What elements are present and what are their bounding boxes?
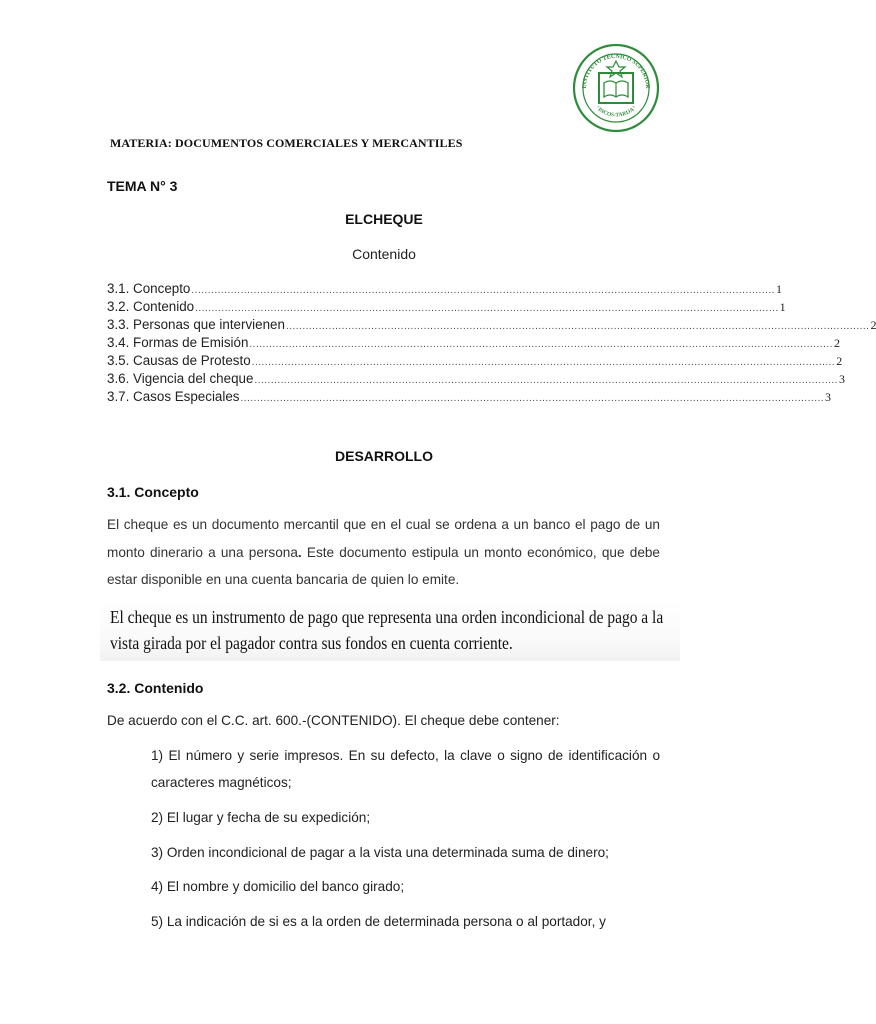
- list-item: 3) Orden incondicional de pagar a la vista una determinada suma de dinero;: [151, 845, 609, 860]
- toc-entry-label: 3.4. Formas de Emisión: [107, 335, 249, 350]
- logo-ring-bottom-text: "INCOS-TARIJA": [594, 104, 638, 119]
- development-heading: DESARROLLO: [335, 448, 433, 464]
- toc-entry-page: 1: [779, 300, 786, 314]
- toc-entry[interactable]: 3.5. Causas de Protesto .................................................................................................................................................................................. 2: [107, 353, 843, 368]
- toc-entry-page: 2: [833, 336, 840, 350]
- toc-entry[interactable]: 3.2. Contenido .................................................................................................................................................................................. 1: [107, 299, 786, 314]
- concept-paragraph: El cheque es un documento mercantil que en el cual se ordena a un banco el pago de un monto dinerario a una persona. Este documento estipula un monto económico, que debe estar disponible en una cuenta bancaria de quien lo emite.: [107, 517, 660, 587]
- content-intro: De acuerdo con el C.C. art. 600.-(CONTENIDO). El cheque debe contener:: [107, 713, 560, 728]
- document-title: ELCHEQUE: [345, 211, 423, 227]
- list-item: 2) El lugar y fecha de su expedición;: [151, 810, 371, 825]
- section-content-heading: 3.2. Contenido: [107, 680, 204, 696]
- toc-entry[interactable]: 3.1. Concepto .................................................................................................................................................................................. 1: [107, 281, 782, 296]
- toc-entry[interactable]: 3.4. Formas de Emisión .................................................................................................................................................................................. 2: [107, 335, 840, 350]
- toc-entry-page: 1: [775, 282, 782, 296]
- toc-entry-label: 3.2. Contenido: [107, 299, 195, 314]
- definition-quote-image: [100, 601, 680, 661]
- institute-logo: [572, 43, 660, 133]
- toc-entry-page: 3: [825, 390, 832, 404]
- toc-entry-page: 3: [838, 372, 845, 386]
- topic-number: TEMA N° 3: [107, 178, 178, 194]
- toc-entry-page: 2: [870, 318, 876, 332]
- section-concept-heading: 3.1. Concepto: [107, 484, 199, 500]
- list-item: 4) El nombre y domicilio del banco girado;: [151, 879, 405, 894]
- toc-entry[interactable]: 3.7. Casos Especiales .................................................................................................................................................................................. 3: [107, 389, 832, 404]
- toc-entry-label: 3.7. Casos Especiales: [107, 389, 240, 404]
- toc-entry-label: 3.3. Personas que intervienen: [107, 317, 285, 332]
- toc-entry-page: 2: [836, 354, 843, 368]
- table-of-contents: [107, 281, 876, 407]
- svg-text:"INCOS-TARIJA": [594, 105, 638, 119]
- contents-heading: Contenido: [352, 246, 416, 262]
- list-item: 5) La indicación de si es a la orden de determinada persona o al portador, y: [151, 914, 606, 929]
- list-item: 1) El número y serie impresos. En su defecto, la clave o signo de identificación o caracteres magnéticos;: [151, 748, 660, 790]
- definition-quote-text: El cheque es un instrumento de pago que representa una orden incondicional de pago a la vista girada por el pagador contra sus fondos en cuenta corriente.: [110, 607, 664, 653]
- toc-entry[interactable]: 3.3. Personas que intervienen .................................................................................................................................................................................. 2: [107, 317, 876, 332]
- toc-entry[interactable]: 3.6. Vigencia del cheque .................................................................................................................................................................................. 3: [107, 371, 845, 386]
- toc-entry-label: 3.5. Causas de Protesto: [107, 353, 251, 368]
- toc-entry-label: 3.1. Concepto: [107, 281, 191, 296]
- toc-entry-label: 3.6. Vigencia del cheque: [107, 371, 254, 386]
- logo-ring-top-text: INSTITUTO TÉCNICO SUPERIOR: [581, 53, 651, 89]
- subject-heading: MATERIA: DOCUMENTOS COMERCIALES Y MERCANTILES: [110, 136, 463, 150]
